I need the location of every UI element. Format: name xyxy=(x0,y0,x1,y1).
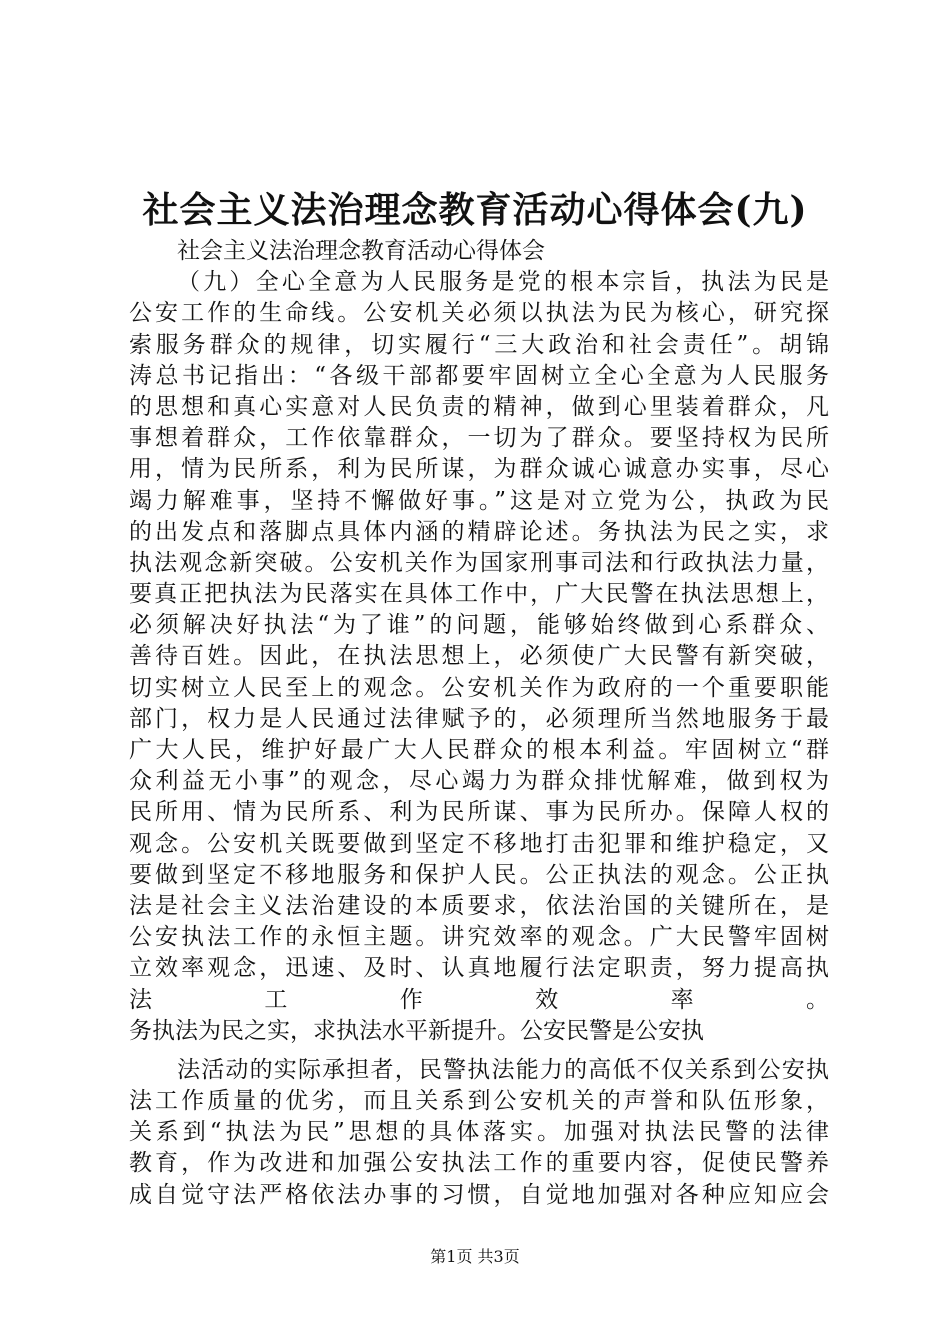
paragraph-line: （九）全心全意为人民服务是党的根本宗旨，执法为民是 xyxy=(177,269,829,296)
paragraph-line: 要真正把执法为民落实在具体工作中，广大民警在执法思想上， xyxy=(129,581,829,608)
paragraph-line: 用，情为民所系，利为民所谋，为群众诚心诚意办实事，尽心 xyxy=(129,456,829,483)
paragraph-line: 成自觉守法严格依法办事的习惯，自觉地加强对各种应知应会 xyxy=(129,1181,829,1208)
paragraph-line: 民所用、情为民所系、利为民所谋、事为民所办。保障人权的 xyxy=(129,799,829,826)
paragraph-line: 的思想和真心实意对人民负责的精神，做到心里装着群众，凡 xyxy=(129,393,829,420)
paragraph-line: 必须解决好执法“为了谁”的问题，能够始终做到心系群众、 xyxy=(129,612,829,639)
paragraph-line: 关系到“执法为民”思想的具体落实。加强对执法民警的法律 xyxy=(129,1119,829,1146)
paragraph-line: 务执法为民之实，求执法水平新提升。公安民警是公安执 xyxy=(129,1017,704,1044)
paragraph-line: 观念。公安机关既要做到坚定不移地打击犯罪和维护稳定，又 xyxy=(129,830,829,857)
paragraph-line: 执法观念新突破。公安机关作为国家刑事司法和行政执法力量， xyxy=(129,549,829,576)
paragraph-line: 切实树立人民至上的观念。公安机关作为政府的一个重要职能 xyxy=(129,674,829,701)
paragraph-line: 的出发点和落脚点具体内涵的精辟论述。务执法为民之实，求 xyxy=(129,518,829,545)
page-number-footer: 第1页 共3页 xyxy=(430,1247,520,1266)
paragraph-line xyxy=(129,1211,829,1242)
paragraph-line: 法工作质量的优劣，而且关系到公安机关的声誉和队伍形象， xyxy=(129,1088,829,1115)
paragraph-line: 法工作效率。 xyxy=(129,986,829,1013)
paragraph-gap xyxy=(129,1047,829,1055)
paragraph-line: 教育，作为改进和加强公安执法工作的重要内容，促使民警养 xyxy=(129,1150,829,1177)
paragraph-line: 索服务群众的规律，切实履行“三大政治和社会责任”。胡锦 xyxy=(129,331,829,358)
paragraph-line: 法活动的实际承担者，民警执法能力的高低不仅关系到公安执 xyxy=(177,1056,829,1083)
paragraph-line: 善待百姓。因此，在执法思想上，必须使广大民警有新突破， xyxy=(129,643,829,670)
paragraph-line: 部门，权力是人民通过法律赋予的，必须理所当然地服务于最 xyxy=(129,705,829,732)
document-title: 社会主义法治理念教育活动心得体会(九) xyxy=(142,189,808,231)
paragraph-line: 立效率观念，迅速、及时、认真地履行法定职责，努力提高执 xyxy=(129,955,829,982)
document-body xyxy=(129,236,829,1242)
paragraph-line: 公安执法工作的永恒主题。讲究效率的观念。广大民警牢固树 xyxy=(129,924,829,951)
subtitle-line: 社会主义法治理念教育活动心得体会 xyxy=(177,238,545,264)
paragraph-line: 要做到坚定不移地服务和保护人民。公正执法的观念。公正执 xyxy=(129,861,829,888)
paragraph-line: 法是社会主义法治建设的本质要求，依法治国的关键所在，是 xyxy=(129,892,829,919)
paragraph-line: 众利益无小事”的观念，尽心竭力为群众排忧解难，做到权为 xyxy=(129,768,829,795)
paragraph-line: 涛总书记指出：“各级干部都要牢固树立全心全意为人民服务 xyxy=(129,362,829,389)
paragraph-line: 竭力解难事，坚持不懈做好事。”这是对立党为公，执政为民 xyxy=(129,487,829,514)
paragraph-line: 公安工作的生命线。公安机关必须以执法为民为核心，研究探 xyxy=(129,300,829,327)
paragraph-line: 广大人民，维护好最广大人民群众的根本利益。牢固树立“群 xyxy=(129,737,829,763)
paragraph-line: 事想着群众，工作依靠群众，一切为了群众。要坚持权为民所 xyxy=(129,425,829,452)
